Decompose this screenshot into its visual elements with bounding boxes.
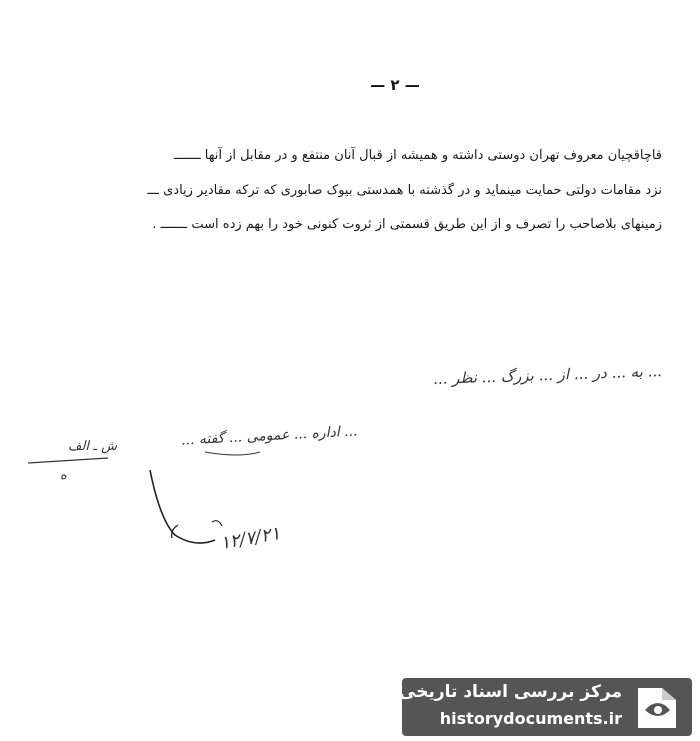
watermark-url: historydocuments.ir [439, 709, 622, 728]
signature-stroke [150, 470, 215, 543]
signature-flourish [212, 521, 222, 526]
handwritten-date: ۱۲/۷/۲۱ [218, 522, 282, 555]
document-archive-icon [632, 682, 684, 732]
body-line-3: زمینهای بلاصاحب را تصرف و از این طریق قسمتی از ثروت کنونی خود را بهم زده است ـــــــ . [152, 217, 662, 232]
body-line-2: نزد مقامات دولتی حمایت مینماید و در گذشته با همدستی بیوک صابوری که ترکه مقادیر زیادی ـــ [147, 183, 662, 198]
watermark-logo [399, 678, 692, 736]
handwritten-reference-number: ش ـ الف [68, 439, 117, 454]
reference-divider-line [28, 458, 108, 463]
page-number: — ۲ — [370, 76, 420, 94]
handwritten-note-line-2: ... اداره ... عمومی ... گفته ... [181, 423, 359, 449]
handwritten-note-line-1: ... به ... در ... از ... بزرگ ... نظر ... [432, 362, 663, 388]
body-line-1: قاچاقچیان معروف تهران دوستی داشته و همیشه از قبال آنان منتفع و در مقابل از آنها ـــــــ [174, 148, 662, 163]
handwritten-reference-sub: ه [60, 468, 67, 483]
underline-stroke [205, 452, 260, 455]
watermark-title: مرکز بررسی اسناد تاریخی [399, 682, 622, 702]
